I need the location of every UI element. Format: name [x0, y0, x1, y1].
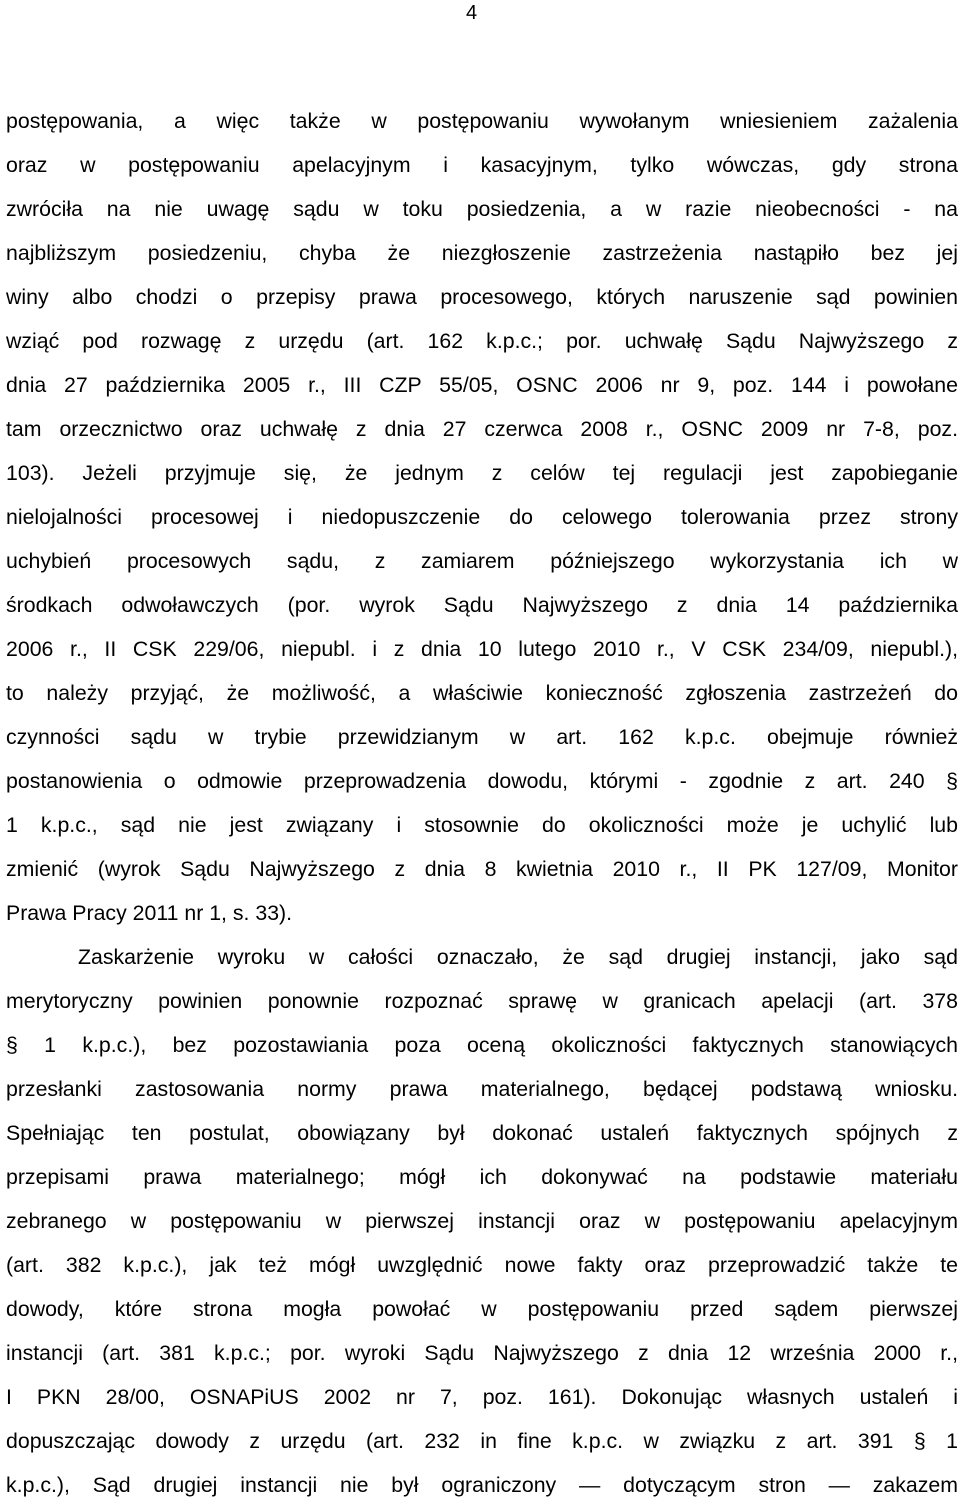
text-line: czynności sądu w trybie przewidzianym w art. 162 k.p.c. obejmuje również [6, 725, 958, 749]
text-line: instancji (art. 381 k.p.c.; por. wyroki Sądu Najwyższego z dnia 12 września 2000 r., [6, 1341, 958, 1365]
text-line: dowody, które strona mogła powołać w postępowaniu przed sądem pierwszej [6, 1297, 958, 1321]
text-line: zwróciła na nie uwagę sądu w toku posiedzenia, a w razie nieobecności - na [6, 197, 958, 221]
text-line: § 1 k.p.c.), bez pozostawiania poza oceną okoliczności faktycznych stanowiących [6, 1033, 958, 1057]
text-line: Spełniając ten postulat, obowiązany był dokonać ustaleń faktycznych spójnych z [6, 1121, 958, 1145]
text-line: tam orzecznictwo oraz uchwałę z dnia 27 czerwca 2008 r., OSNC 2009 nr 7-8, poz. [6, 417, 958, 441]
text-line: 1 k.p.c., sąd nie jest związany i stosownie do okoliczności może je uchylić lub [6, 813, 958, 837]
text-line: uchybień procesowych sądu, z zamiarem późniejszego wykorzystania ich w [6, 549, 958, 573]
page-number: 4 [466, 2, 478, 24]
text-line: środkach odwoławczych (por. wyrok Sądu Najwyższego z dnia 14 października [6, 593, 958, 617]
text-line: zebranego w postępowaniu w pierwszej instancji oraz w postępowaniu apelacyjnym [6, 1209, 958, 1233]
text-line: najbliższym posiedzeniu, chyba że niezgłoszenie zastrzeżenia nastąpiło bez jej [6, 241, 958, 265]
text-line: dnia 27 października 2005 r., III CZP 55/05, OSNC 2006 nr 9, poz. 144 i powołane [6, 373, 958, 397]
text-line: oraz w postępowaniu apelacyjnym i kasacyjnym, tylko wówczas, gdy strona [6, 153, 958, 177]
text-line: (art. 382 k.p.c.), jak też mógł uwzględnić nowe fakty oraz przeprowadzić także te [6, 1253, 958, 1277]
text-line: wziąć pod rozwagę z urzędu (art. 162 k.p.c.; por. uchwałę Sądu Najwyższego z [6, 329, 958, 353]
text-line: Prawa Pracy 2011 nr 1, s. 33). [6, 901, 293, 925]
text-line: postanowienia o odmowie przeprowadzenia dowodu, którymi - zgodnie z art. 240 § [6, 769, 958, 793]
document-body [6, 99, 958, 1507]
text-line: 2006 r., II CSK 229/06, niepubl. i z dnia 10 lutego 2010 r., V CSK 234/09, niepubl.), [6, 637, 958, 661]
text-line: dopuszczając dowody z urzędu (art. 232 in fine k.p.c. w związku z art. 391 § 1 [6, 1429, 958, 1453]
paragraph-2 [6, 935, 958, 1507]
text-line: nielojalności procesowej i niedopuszczenie do celowego tolerowania przez strony [6, 505, 958, 529]
text-line: k.p.c.), Sąd drugiej instancji nie był ograniczony — dotyczącym stron — zakazem [6, 1473, 958, 1497]
text-line: postępowania, a więc także w postępowaniu wywołanym wniesieniem zażalenia [6, 109, 958, 133]
text-line: winy albo chodzi o przepisy prawa procesowego, których naruszenie sąd powinien [6, 285, 958, 309]
text-line: przepisami prawa materialnego; mógł ich dokonywać na podstawie materiału [6, 1165, 958, 1189]
text-line: Zaskarżenie wyroku w całości oznaczało, że sąd drugiej instancji, jako sąd [78, 945, 958, 969]
text-line: przesłanki zastosowania normy prawa materialnego, będącej podstawą wniosku. [6, 1077, 958, 1101]
text-line: I PKN 28/00, OSNAPiUS 2002 nr 7, poz. 161). Dokonując własnych ustaleń i [6, 1385, 958, 1409]
paragraph-1 [6, 99, 958, 935]
text-line: 103). Jeżeli przyjmuje się, że jednym z celów tej regulacji jest zapobieganie [6, 461, 958, 485]
text-line: to należy przyjąć, że możliwość, a właściwie konieczność zgłoszenia zastrzeżeń do [6, 681, 958, 705]
text-line: zmienić (wyrok Sądu Najwyższego z dnia 8 kwietnia 2010 r., II PK 127/09, Monitor [6, 857, 958, 881]
text-line: merytoryczny powinien ponownie rozpoznać sprawę w granicach apelacji (art. 378 [6, 989, 958, 1013]
